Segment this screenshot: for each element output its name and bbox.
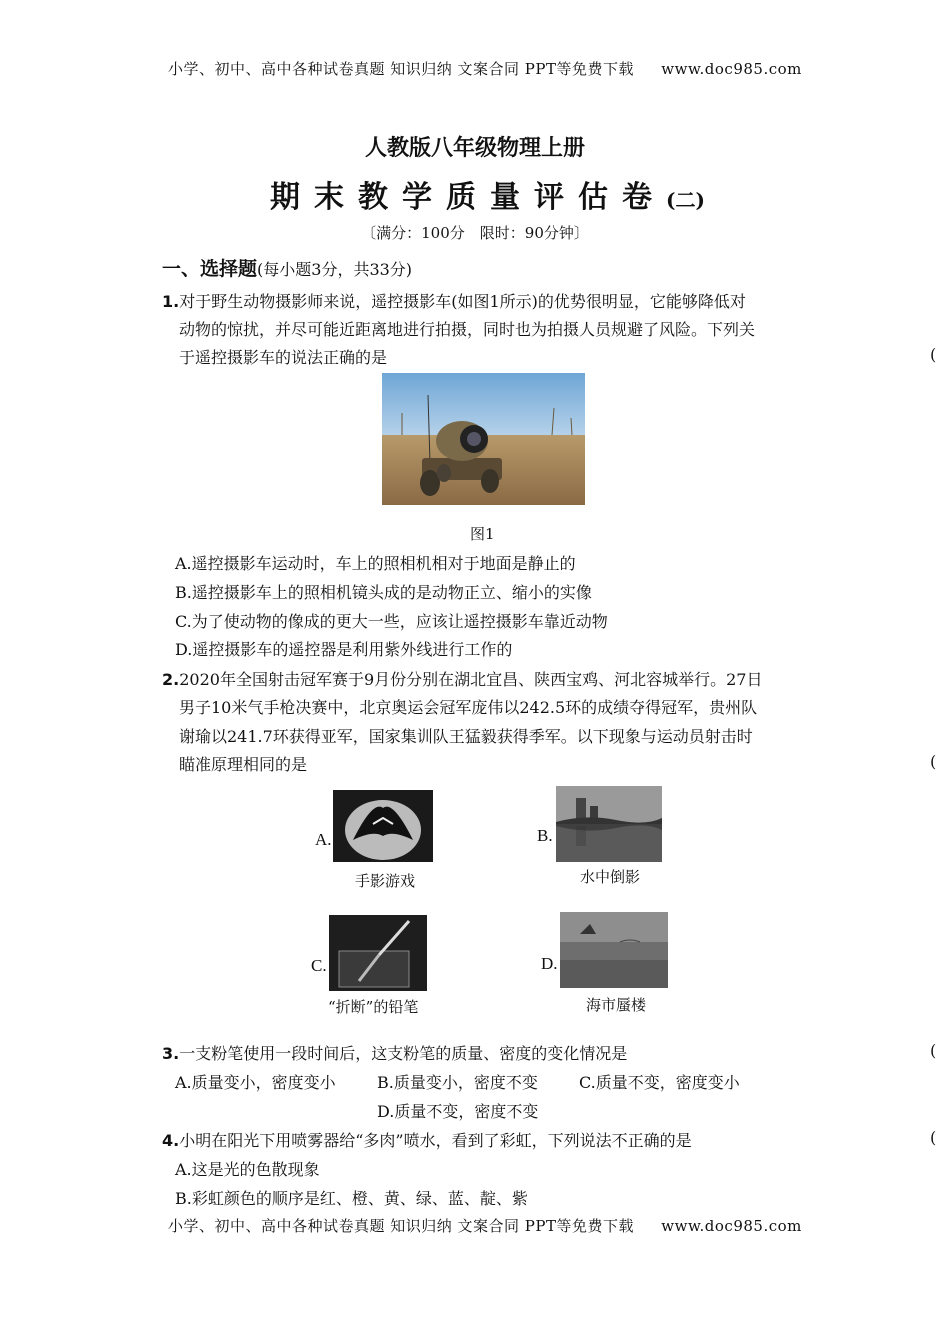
- footer-url: www.doc985.com: [661, 1217, 802, 1235]
- figure1-photo: [382, 373, 585, 505]
- q3-option-c: C.质量不变，密度变小: [579, 1073, 740, 1092]
- header-url: www.doc985.com: [661, 60, 802, 78]
- q2-answer-paren: (: [930, 752, 937, 771]
- q3-option-b: B.质量变小，密度不变: [377, 1073, 538, 1092]
- q3-line-1: 3.一支粉笔使用一段时间后，这支粉笔的质量、密度的变化情况是: [162, 1044, 628, 1063]
- section-heading: [162, 254, 412, 281]
- section-note: (每小题3分，共33分): [257, 260, 413, 279]
- q1-line-3: 于遥控摄影车的说法正确的是: [179, 348, 388, 367]
- page-footer: [168, 1215, 802, 1236]
- q1-option-d: D.遥控摄影车的遥控器是利用紫外线进行工作的: [175, 640, 513, 659]
- q1-option-b: B.遥控摄影车上的照相机镜头成的是动物正立、缩小的实像: [175, 583, 592, 602]
- header-text: 小学、初中、高中各种试卷真题 知识归纳 文案合同 PPT等免费下载: [168, 60, 634, 78]
- figure1-caption: 图1: [470, 525, 495, 543]
- exam-info: 〔满分：100分 限时：90分钟〕: [361, 224, 589, 242]
- q2-image-b: [556, 786, 662, 862]
- q1-line-1: 1.对于野生动物摄影师来说，遥控摄影车(如图1所示)的优势很明显，它能够降低对: [162, 292, 746, 311]
- q4-line-1: 4.小明在阳光下用喷雾器给“多肉”喷水，看到了彩虹，下列说法不正确的是: [162, 1131, 692, 1150]
- q2-image-d-label: D.: [541, 954, 558, 973]
- q4-option-a: A.这是光的色散现象: [175, 1160, 320, 1179]
- q1-option-c: C.为了使动物的像成的更大一些，应该让遥控摄影车靠近动物: [175, 612, 608, 631]
- q2-number: 2.: [162, 670, 180, 689]
- q3-answer-paren: (: [930, 1041, 937, 1060]
- q2-line-2: 男子10米气手枪决赛中，北京奥运会冠军庞伟以242.5环的成绩夺得冠军，贵州队: [179, 698, 758, 717]
- q2-image-b-caption: 水中倒影: [580, 868, 641, 886]
- q4-answer-paren: (: [930, 1128, 937, 1147]
- q4-option-b: B.彩虹颜色的顺序是红、橙、黄、绿、蓝、靛、紫: [175, 1189, 528, 1208]
- q2-line-1: 2.2020年全国射击冠军赛于9月份分别在湖北宜昌、陕西宝鸡、河北容城举行。27日: [162, 670, 763, 689]
- q1-line-2: 动物的惊扰，并尽可能近距离地进行拍摄，同时也为拍摄人员规避了风险。下列关: [179, 320, 756, 339]
- q2-image-d: [560, 912, 668, 988]
- exam-title-main: 期末教学质量评估卷: [270, 180, 666, 215]
- q2-image-c: [329, 915, 427, 991]
- q3-option-a: A.质量变小，密度变小: [175, 1073, 336, 1092]
- q3-option-d: D.质量不变，密度不变: [377, 1102, 539, 1121]
- section-title: 一、选择题: [162, 258, 258, 280]
- q2-image-a-caption: 手影游戏: [355, 872, 416, 890]
- q2-image-c-label: C.: [311, 956, 327, 975]
- footer-text: 小学、初中、高中各种试卷真题 知识归纳 文案合同 PPT等免费下载: [168, 1217, 634, 1235]
- page-header: [168, 58, 802, 79]
- q4-number: 4.: [162, 1131, 180, 1150]
- q1-option-a: A.遥控摄影车运动时，车上的照相机相对于地面是静止的: [175, 554, 576, 573]
- q2-image-b-label: B.: [537, 826, 553, 845]
- q2-image-d-caption: 海市蜃楼: [586, 996, 647, 1014]
- q3-number: 3.: [162, 1044, 180, 1063]
- exam-title-suffix: (二): [666, 188, 705, 212]
- q2-line-3: 谢瑜以241.7环获得亚军，国家集训队王猛毅获得季军。以下现象与运动员射击时: [179, 727, 753, 746]
- exam-title: [270, 172, 705, 216]
- exam-subtitle: 人教版八年级物理上册: [364, 135, 585, 161]
- q2-line-4: 瞄准原理相同的是: [179, 755, 308, 774]
- q2-image-c-caption: “折断”的铅笔: [328, 998, 419, 1016]
- q2-image-a-label: A.: [315, 830, 332, 849]
- q1-number: 1.: [162, 292, 180, 311]
- q2-image-a: [333, 790, 433, 862]
- q1-answer-paren: (: [930, 345, 937, 364]
